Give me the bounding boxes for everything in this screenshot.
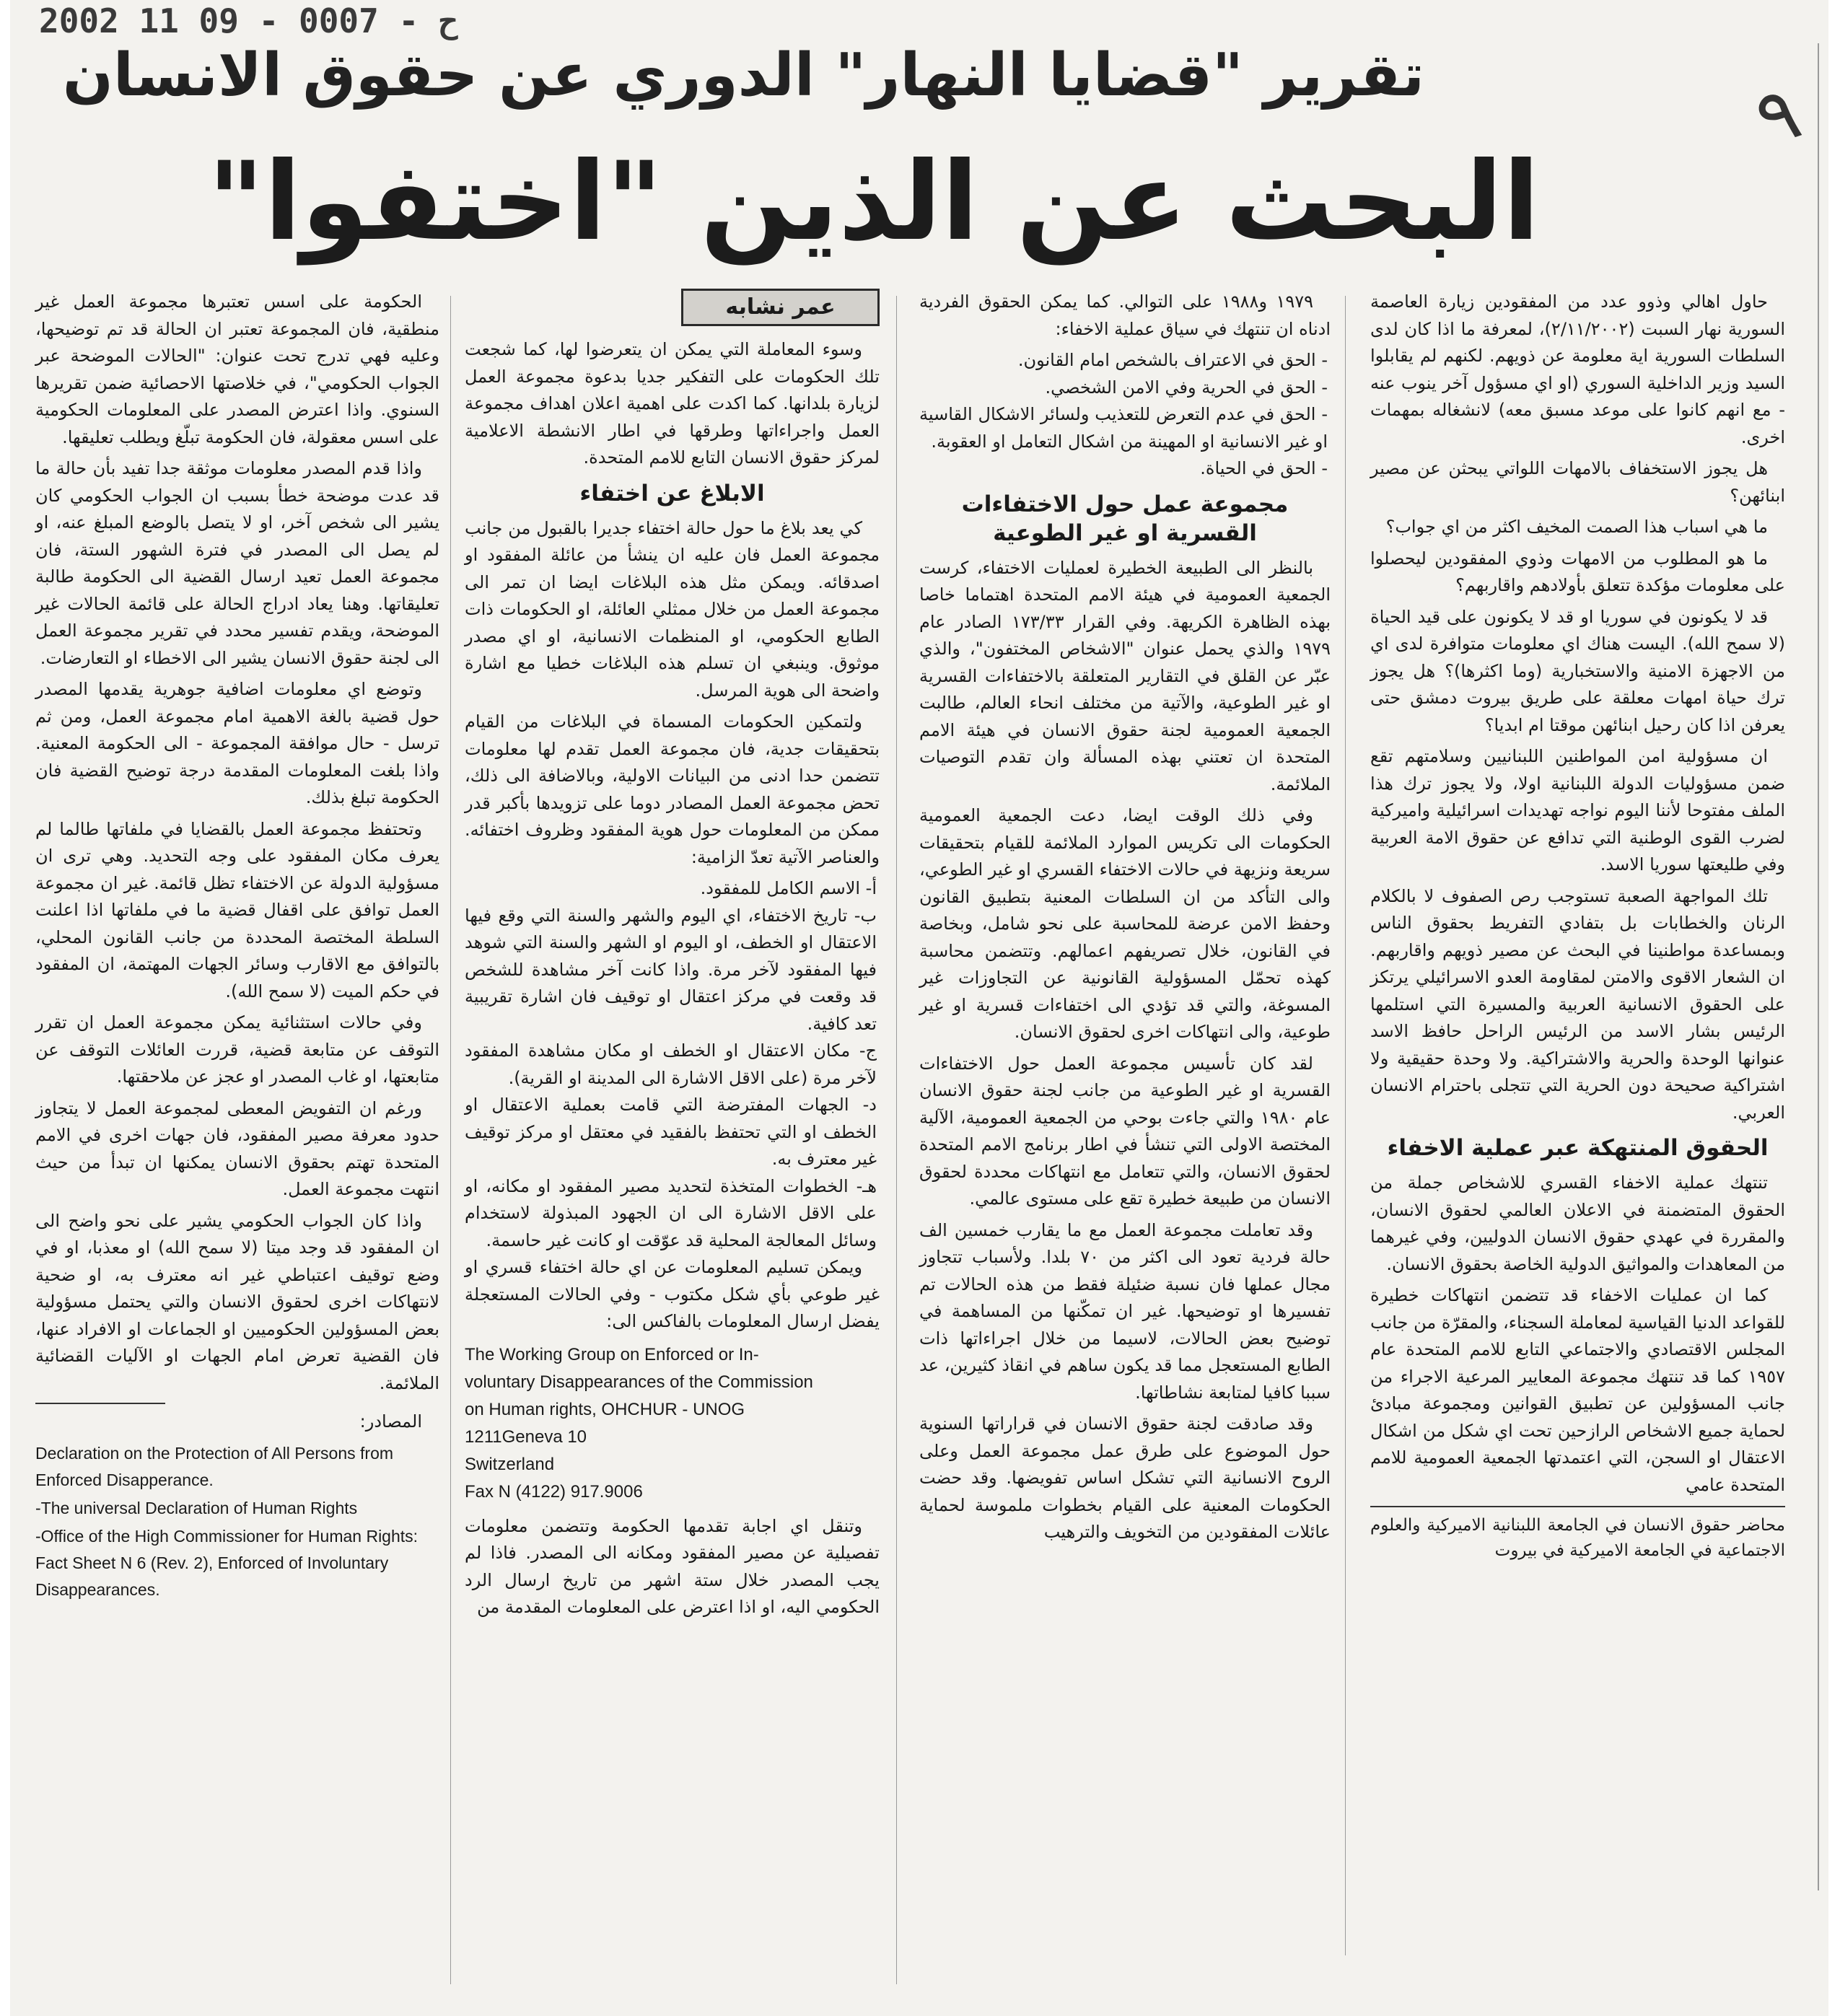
column-divider bbox=[896, 296, 897, 1984]
paragraph: الحكومة على اسس تعتبرها مجموعة العمل غير منطقية، فان المجموعة تعتبر ان الحالة قد تم توضيحها، وعليه فهي تدرج تحت عنوان: "الحالات الموضحة عبر الجواب الحكومي"، في خلاصتها الاحصائية ضمن تقريرها السنوي. واذا اعترض المصدر على المعلومات الحكومية على اسس معقولة، فان الحكومة تبلّغ ويطلب تعليقها. bbox=[35, 292, 439, 447]
paragraph: وقد تعاملت مجموعة العمل مع ما يقارب خمسين الف حالة فردية تعود الى اكثر من ٧٠ بلدا. ولأسباب تتجاوز مجال عملها فان نسبة ضئيلة فقط من هذه الحالات تم تفسيرها او توضيحها. غير ان تمكّنها من المساهمة في توضيح بعض الحالات، لاسيما من خلال اجراءاتها ذات الطابع المستعجل مما قد يكون ساهم في انقاذ كثيرين، عد سببا كافيا لمتابعة نشاطاتها. bbox=[919, 1219, 1331, 1403]
paragraph: واذا كان الجواب الحكومي يشير على نحو واضح الى ان المفقود قد وجد ميتا (لا سمح الله) او معذبا، او في وضع توقيف اعتباطي غير انه معترف به، او ضحية لانتهاكات اخرى لحقوق الانسان والتي يحتمل مسؤولية بعض المسؤولين الحكوميين او الجماعات او الافراد عنها، فان القضية تعرض امام الجهات او الآليات القضائية الملائمة. bbox=[35, 1210, 439, 1393]
paragraph: وتوضع اي معلومات اضافية جوهرية يقدمها المصدر حول قضية بالغة الاهمية امام مجموعة العمل، ومن ثم ترسل - حال موافقة المجموعة - الى الحكومة المعنية. واذا بلغت المعلومات المقدمة درجة توضيح القضية فان الحكومة تبلغ بذلك. bbox=[35, 679, 439, 807]
paragraph: بالنظر الى الطبيعة الخطيرة لعمليات الاختفاء، كرست الجمعية العمومية في هيئة الامم المتحدة اهتماما خاصا بهذه الظاهرة الكريهة. وفي القرار ١٧٣/٣٣ الصادر عام ١٩٧٩ والذي يحمل عنوان "الاشخاص المختفون"، والذي عبّر عن القلق في التقارير المتعلقة بالاختفاءات القسرية او غير الطوعية، والآتية من مختلف انحاء العالم، طالبت الجمعية العمومية لجنة حقوق الانسان في هيئة الامم المتحدة ان تعتني بهذه المسألة وان تقدم التوصيات الملائمة. bbox=[919, 557, 1331, 794]
sources-list bbox=[35, 1440, 439, 1603]
requirement-item: أ- الاسم الكامل للمفقود. bbox=[700, 878, 877, 898]
paragraph: وفي حالات استثنائية يمكن مجموعة العمل ان تقرر التوقف عن متابعة قضية، قررت العائلات التوقف عن متابعتها، او غاب المصدر او عجز عن ملاحقتها. bbox=[35, 1012, 439, 1087]
column-divider bbox=[450, 296, 451, 1984]
rights-list-item: - الحق في الاعتراف بالشخص امام القانون. bbox=[1017, 350, 1328, 370]
paragraph: ١٩٧٩ و١٩٨٨ على التوالي. كما يمكن الحقوق الفردية ادناه ان تنتهك في سياق عملية الاخفاء: bbox=[919, 292, 1331, 339]
paragraph: ويمكن تسليم المعلومات عن اي حالة اختفاء قسري او غير طوعي بأي شكل مكتوب - وفي الحالات المستعجلة يفضل ارسال المعلومات بالفاكس الى: bbox=[465, 1257, 880, 1331]
article-column-4 bbox=[35, 289, 439, 2006]
archive-stamp: 2002 11 09 - 0007 - ح bbox=[39, 1, 459, 40]
section-heading: مجموعة عمل حول الاختفاءات القسرية او غير الطوعية bbox=[961, 491, 1289, 546]
paragraph: ولتمكين الحكومات المسماة في البلاغات من القيام بتحقيقات جدية، فان مجموعة العمل تقدم لها معلومات تتضمن حدا ادنى من البيانات الاولية، وبالاضافة الى ذلك، تحض مجموعة العمل المصادر دوما على تزويدها بأكبر قدر ممكن من المعلومات حول هوية المفقود وظروف اختفائه. والعناصر الآتية تعدّ الزامية: bbox=[465, 711, 880, 867]
paragraph: ما هو المطلوب من الامهات وذوي المفقودين ليحصلوا على معلومات مؤكدة تتعلق بأولادهم واقاربهم؟ bbox=[1370, 548, 1785, 595]
column-divider bbox=[1345, 296, 1346, 1955]
address-line: voluntary Disappearances of the Commission bbox=[465, 1372, 813, 1392]
paragraph: وتنقل اي اجابة تقدمها الحكومة وتتضمن معلومات تفصيلية عن مصير المفقود ومكانه الى المصدر. فاذا لم يجب المصدر خلال ستة اشهر من تاريخ ارسال الرد الحكومي اليه، او اذا اعترض على المعلومات المقدمة من bbox=[465, 1515, 880, 1617]
source-item: -The universal Declaration of Human Rights bbox=[35, 1498, 358, 1517]
rights-list-item: - الحق في عدم التعرض للتعذيب ولسائر الاشكال القاسية او غير الانسانية او المهينة من اشكال التعامل او العقوبة. bbox=[919, 404, 1328, 452]
paragraph: تنتهك عملية الاخفاء القسري للاشخاص جملة من الحقوق المتضمنة في الاعلان العالمي لحقوق الانسان، والمقررة في عهدي حقوق الانسان الدوليين، وفي غيرهما من المعاهدات والمواثيق الدولية الخاصة بحقوق الانسان. bbox=[1370, 1173, 1785, 1274]
source-item: -Office of the High Commissioner for Human Rights: Fact Sheet N 6 (Rev. 2), Enforced of Involuntary Disappearances. bbox=[35, 1526, 419, 1599]
paragraph: قد لا يكونون في سوريا او قد لا يكونون على قيد الحياة (لا سمح الله). اليست هناك اي معلومات متوافرة لدى اي من الاجهزة الامنية والاستخبارية (وما اكثرها)؟ هل يجوز ترك حياة امهات معلقة على طريق بيروت دمشق حتى يعرفن اذا كان رحيل ابنائهن موقتا ام ابديا؟ bbox=[1370, 606, 1785, 735]
clipping-edge bbox=[1818, 43, 1819, 1890]
article-column-3 bbox=[465, 289, 880, 2006]
article-kicker: تقرير "قضايا النهار" الدوري عن حقوق الانسان bbox=[62, 41, 1424, 110]
paragraph: واذا قدم المصدر معلومات موثقة جدا تفيد بأن حالة ما قد عدت موضحة خطأ بسبب ان الجواب الحكومي كان يشير الى شخص آخر، او لا يتصل بالوضع المبلغ عنه، او لم يصل الى المصدر في فترة الشهور الستة، فان مجموعة العمل تعيد ارسال القضية الى الحكومة طالبة تعليقاتها. وهنا يعاد ادراج الحالة على قائمة الحالات غير الموضحة، ويقدم تفسير محدد في تقرير مجموعة العمل الى لجنة حقوق الانسان يشير الى الاخطاء او التعارضات. bbox=[35, 458, 439, 668]
paragraph: كما ان عمليات الاخفاء قد تتضمن انتهاكات خطيرة للقواعد الدنيا القياسية لمعاملة السجناء، والمقرّة من جانب المجلس الاقتصادي والاجتماعي التابع للامم المتحدة عام ١٩٥٧ كما قد تنتهك مجموعة المعايير المرعية الاجراء من جانب المسؤولين عن تطبيق القوانين ومجموعة مبادئ لحماية جميع الاشخاص الرازحين تحت اي شكل من اشكال الاعتقال او السجن، التي اعتمدتها الجمعية العمومية للامم المتحدة عامي bbox=[1370, 1285, 1785, 1495]
handwritten-page-number: ٩ bbox=[1745, 67, 1811, 164]
author-note: محاضر حقوق الانسان في الجامعة اللبنانية الاميركية والعلوم الاجتماعية في الجامعة الاميركية في بيروت bbox=[1370, 1506, 1785, 1564]
paragraph: وفي ذلك الوقت ايضا، دعت الجمعية العمومية الحكومات الى تكريس الموارد الملائمة للقيام بتحقيقات سريعة ونزيهة في حالات الاختفاء القسري او غير الطوعي، والى التأكد من ان السلطات المعنية بتطبيق القانون وحفظ الامن عرضة للمحاسبة على نحو شامل، وبخاصة في القانون، خلال تصريفهم اعمالهم. وتتضمن محاسبة كهذه تحمّل المسؤولية القانونية عن التجاوزات غير المسوغة، والتي قد تؤدي الى اختفاءات قسرية او غير طوعية، والى انتهاكات اخرى لحقوق الانسان. bbox=[919, 805, 1331, 1042]
section-heading: الحقوق المنتهكة عبر عملية الاخفاء bbox=[1387, 1135, 1769, 1161]
address-line: on Human rights, OHCHUR - UNOG bbox=[465, 1399, 745, 1419]
article-column-1 bbox=[1370, 289, 1785, 1981]
paragraph: كي يعد بلاغ ما حول حالة اختفاء جديرا بالقبول من جانب مجموعة العمل فان عليه ان ينشأ من عائلة المفقود او اصدقائه. ويمكن مثل هذه البلاغات ايضا ان تمر الى مجموعة العمل من خلال ممثلي العائلة، او الحكومات ذات الطابع الحكومي، او المنظمات الانسانية، او اي مصدر موثوق. وينبغي ان تسلم هذه البلاغات خطيا مع اشارة واضحة الى هوية المرسل. bbox=[465, 517, 880, 701]
address-line: The Working Group on Enforced or In- bbox=[465, 1344, 759, 1364]
rights-list-item: - الحق في الحياة. bbox=[1200, 458, 1328, 478]
paragraph: هل يجوز الاستخفاف بالامهات اللواتي يبحثن عن مصير ابنائهن؟ bbox=[1370, 458, 1785, 506]
article-column-2 bbox=[919, 289, 1331, 2006]
sources-label: المصادر: bbox=[359, 1411, 422, 1432]
paragraph: ان مسؤولية امن المواطنين اللبنانيين وسلامتهم تقع ضمن مسؤوليات الدولة اللبنانية اولا، ولا يجوز ترك هذا الملف مفتوحا لأننا اليوم نواجه تهديدات اسرائيلية واميركية لضرب القوى الوطنية التي تدافع عن حقوق الامة العربية وفي طليعتها سوريا الاسد. bbox=[1370, 746, 1785, 875]
article-headline: البحث عن الذين "اختفوا" bbox=[207, 139, 1540, 265]
paragraph: وسوء المعاملة التي يمكن ان يتعرضوا لها، كما شجعت تلك الحكومات على التفكير جديا بدعوة مجموعة العمل لزيارة بلدانها. كما اكدت على اهمية اعلان اهداف مجموعة العمل واجراءاتها وطرقها في اطار الانشطة الاعلامية لمركز حقوق الانسان التابع للامم المتحدة. bbox=[465, 339, 880, 468]
section-heading: الابلاغ عن اختفاء bbox=[579, 480, 765, 507]
paragraph: ما هي اسباب هذا الصمت المخيف اكثر من اي جواب؟ bbox=[1385, 517, 1768, 537]
requirement-item: د- الجهات المفترضة التي قامت بعملية الاعتقال او الخطف او التي تحتفظ بالفقيد في معتقل او مركز توقيف غير معترف به. bbox=[465, 1095, 877, 1169]
address-line: 1211Geneva 10 bbox=[465, 1426, 587, 1447]
paragraph: ورغم ان التفويض المعطى لمجموعة العمل لا يتجاوز حدود معرفة مصير المفقود، فان جهات اخرى في الامم المتحدة تهتم بحقوق الانسان يمكنها ان تبدأ من حيث انتهت مجموعة العمل. bbox=[35, 1097, 439, 1199]
paragraph: حاول اهالي وذوو عدد من المفقودين زيارة العاصمة السورية نهار السبت (٢/١١/٢٠٠٢)، لمعرفة ما اذا كان لدى السلطات السورية اية معلومة عن ذويهم. لكنهم لم يقابلوا السيد وزير الداخلية السوري (او اي مسؤول آخر ينوب عنه - مع انهم كانوا على موعد مسبق معه) لانشغاله بمهمات اخرى. bbox=[1370, 292, 1785, 447]
rights-list-item: - الحق في الحرية وفي الامن الشخصي. bbox=[1045, 377, 1328, 398]
requirement-item: ج- مكان الاعتقال او الخطف او مكان مشاهدة المفقود لآخر مرة (على الاقل الاشارة الى المدينة او القرية). bbox=[465, 1040, 877, 1088]
contact-address bbox=[465, 1341, 880, 1506]
requirement-item: ب- تاريخ الاختفاء، اي اليوم والشهر والسنة التي وقع فيها الاعتقال او الخطف، او اليوم او الشهر والسنة التي شوهد فيها المفقود لآخر مرة. واذا كانت آخر مشاهدة للشخص قد وقعت في مركز اعتقال او توقيف فان اشارة تقريبية تعد كافية. bbox=[465, 905, 877, 1034]
address-line: Switzerland bbox=[465, 1454, 555, 1474]
newspaper-clipping bbox=[10, 0, 1828, 2016]
requirement-item: هـ- الخطوات المتخذة لتحديد مصير المفقود او مكانه، او على الاقل الاشارة الى ان الجهود المبذولة لاستخدام وسائل المعالجة المحلية قد عوّقت او كانت غير حاسمة. bbox=[465, 1175, 877, 1250]
paragraph: وقد صادقت لجنة حقوق الانسان في قراراتها السنوية حول الموضوع على طرق عمل مجموعة العمل وعلى الروح الانسانية التي تشكل اساس تفويضها. وقد حضت الحكومات المعنية على القيام بخطوات ملموسة لحماية عائلات المفقودين من التخويف والترهيب bbox=[919, 1414, 1331, 1542]
byline: عمر نشابه bbox=[681, 289, 880, 326]
source-item: Declaration on the Protection of All Persons from Enforced Disapperance. bbox=[35, 1443, 394, 1489]
paragraph: لقد كان تأسيس مجموعة العمل حول الاختفاءات القسرية او غير الطوعية من جانب لجنة حقوق الانسان عام ١٩٨٠ والتي جاءت بوحي من الجمعية العمومية، الآلية المختصة الاولى التي تنشأ في اطار برنامج الامم المتحدة لحقوق الانسان، والتي تتعامل مع انتهاكات محددة لحقوق الانسان من طبيعة خطيرة تقع على مستوى عالمي. bbox=[919, 1053, 1331, 1209]
fax-number: Fax N (4122) 917.9006 bbox=[465, 1481, 643, 1502]
divider bbox=[35, 1403, 165, 1404]
paragraph: تلك المواجهة الصعبة تستوجب رص الصفوف لا بالكلام الرنان والخطابات بل بتفادي التفريط بحقوق الناس وبمساعدة مواطنينا في البحث عن مصير ذويهم واقاربهم. ان الشعار الاقوى والامتن لمقاومة العدو الاسرائيلي يرتكز على الحقوق الانسانية العربية والمسيرة التي استلمها الرئيس بشار الاسد من الرئيس الراحل حافظ الاسد عنوانها الوحدة والحرية والاشتراكية. ولا وحدة حقيقية ولا اشتراكية صحيحة دون الحرية التي تتجلى باحترام الانسان العربي. bbox=[1370, 885, 1785, 1123]
paragraph: وتحتفظ مجموعة العمل بالقضايا في ملفاتها طالما لم يعرف مكان المفقود على وجه التحديد. وهي ترى ان مسؤولية الدولة عن الاختفاء تظل قائمة. غير ان مجموعة العمل توافق على اقفال قضية ما في ملفاتها اذا اعلنت السلطة المختصة المحددة من جانب القانون المحلي، بالتوافق مع الاقارب وسائر الجهات المهتمة، ان المفقود في حكم الميت (لا سمح الله). bbox=[35, 818, 439, 1002]
